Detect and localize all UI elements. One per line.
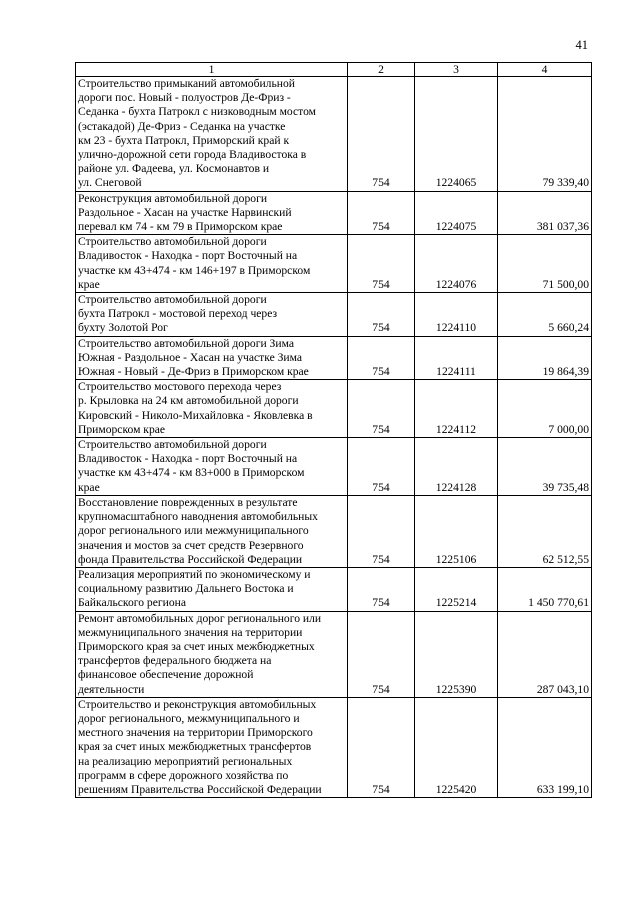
- row-col-3: 1224111: [415, 336, 498, 380]
- row-col-4: 79 339,40: [498, 77, 592, 192]
- row-col-4: 19 864,39: [498, 336, 592, 380]
- header-col-1: 1: [76, 63, 348, 77]
- row-name: Ремонт автомобильных дорог регионального или межмуниципального значения на территории Приморского края за счет иных межбюджетных трансфертов федерального бюджета на финансовое обеспечение дорожной деятельности: [76, 611, 348, 697]
- table-row: [76, 495, 592, 567]
- row-col-3: 1225420: [415, 697, 498, 797]
- row-col-4: 39 735,48: [498, 438, 592, 496]
- row-col-2: 754: [348, 438, 415, 496]
- row-col-2: 754: [348, 336, 415, 380]
- row-col-4: 633 199,10: [498, 697, 592, 797]
- row-col-2: 754: [348, 77, 415, 192]
- row-name: Строительство автомобильной дороги бухта Патрокл - мостовой переход через бухту Золотой Рог: [76, 293, 348, 337]
- row-col-4: 287 043,10: [498, 611, 592, 697]
- row-name: Строительство мостового перехода через р. Крыловка на 24 км автомобильной дороги Кировский - Николо-Михайловка - Яковлевка в Приморском крае: [76, 380, 348, 438]
- budget-table: [75, 62, 592, 798]
- row-col-3: 1224076: [415, 235, 498, 293]
- table-row: [76, 380, 592, 438]
- row-col-3: 1225390: [415, 611, 498, 697]
- table-row: [76, 235, 592, 293]
- row-name: Строительство примыканий автомобильной дороги пос. Новый - полуостров Де-Фриз - Седанка - бухта Патрокл с низководным мостом (эстакадой) Де-Фриз - Седанка на участке км 23 - бухта Патрокл, Приморский край к улично-дорожной сети города Владивостока в районе ул. Фадеева, ул. Космонавтов и ул. Снеговой: [76, 77, 348, 192]
- row-name: Строительство автомобильной дороги Зима Южная - Раздольное - Хасан на участке Зима Южная - Новый - Де-Фриз в Приморском крае: [76, 336, 348, 380]
- table-row: [76, 336, 592, 380]
- row-col-2: 754: [348, 697, 415, 797]
- table-header-row: [76, 63, 592, 77]
- table-row: [76, 697, 592, 797]
- row-col-4: 62 512,55: [498, 495, 592, 567]
- row-col-2: 754: [348, 235, 415, 293]
- row-name: Строительство автомобильной дороги Владивосток - Находка - порт Восточный на участке км 43+474 - км 83+000 в Приморском крае: [76, 438, 348, 496]
- header-col-2: 2: [348, 63, 415, 77]
- row-name: Строительство автомобильной дороги Владивосток - Находка - порт Восточный на участке км 43+474 - км 146+197 в Приморском крае: [76, 235, 348, 293]
- row-name: Строительство и реконструкция автомобильных дорог регионального, межмуниципального и местного значения на территории Приморского края за счет иных межбюджетных трансфертов на реализацию мероприятий региональных программ в сфере дорожного хозяйства по решениям Правительства Российской Федерации: [76, 697, 348, 797]
- table-row: [76, 191, 592, 235]
- row-col-4: 5 660,24: [498, 293, 592, 337]
- table-row: [76, 77, 592, 192]
- row-name: Реализация мероприятий по экономическому и социальному развитию Дальнего Востока и Байкальского региона: [76, 567, 348, 611]
- header-col-3: 3: [415, 63, 498, 77]
- row-col-3: 1225214: [415, 567, 498, 611]
- row-col-2: 754: [348, 611, 415, 697]
- table-row: [76, 293, 592, 337]
- row-name: Восстановление поврежденных в результате крупномасштабного наводнения автомобильных дорог регионального или межмуниципального значения и мостов за счет средств Резервного фонда Правительства Российской Федерации: [76, 495, 348, 567]
- row-col-4: 71 500,00: [498, 235, 592, 293]
- table-row: [76, 438, 592, 496]
- row-col-3: 1224075: [415, 191, 498, 235]
- row-col-3: 1224110: [415, 293, 498, 337]
- row-col-2: 754: [348, 293, 415, 337]
- header-col-4: 4: [498, 63, 592, 77]
- row-col-2: 754: [348, 495, 415, 567]
- row-col-2: 754: [348, 191, 415, 235]
- row-col-3: 1224065: [415, 77, 498, 192]
- row-col-2: 754: [348, 380, 415, 438]
- row-col-4: 381 037,36: [498, 191, 592, 235]
- row-col-4: 1 450 770,61: [498, 567, 592, 611]
- row-col-4: 7 000,00: [498, 380, 592, 438]
- page-number: 41: [575, 38, 588, 52]
- row-col-3: 1225106: [415, 495, 498, 567]
- row-name: Реконструкция автомобильной дороги Раздольное - Хасан на участке Нарвинский перевал км 74 - км 79 в Приморском крае: [76, 191, 348, 235]
- row-col-2: 754: [348, 567, 415, 611]
- table-row: [76, 611, 592, 697]
- row-col-3: 1224128: [415, 438, 498, 496]
- table-row: [76, 567, 592, 611]
- row-col-3: 1224112: [415, 380, 498, 438]
